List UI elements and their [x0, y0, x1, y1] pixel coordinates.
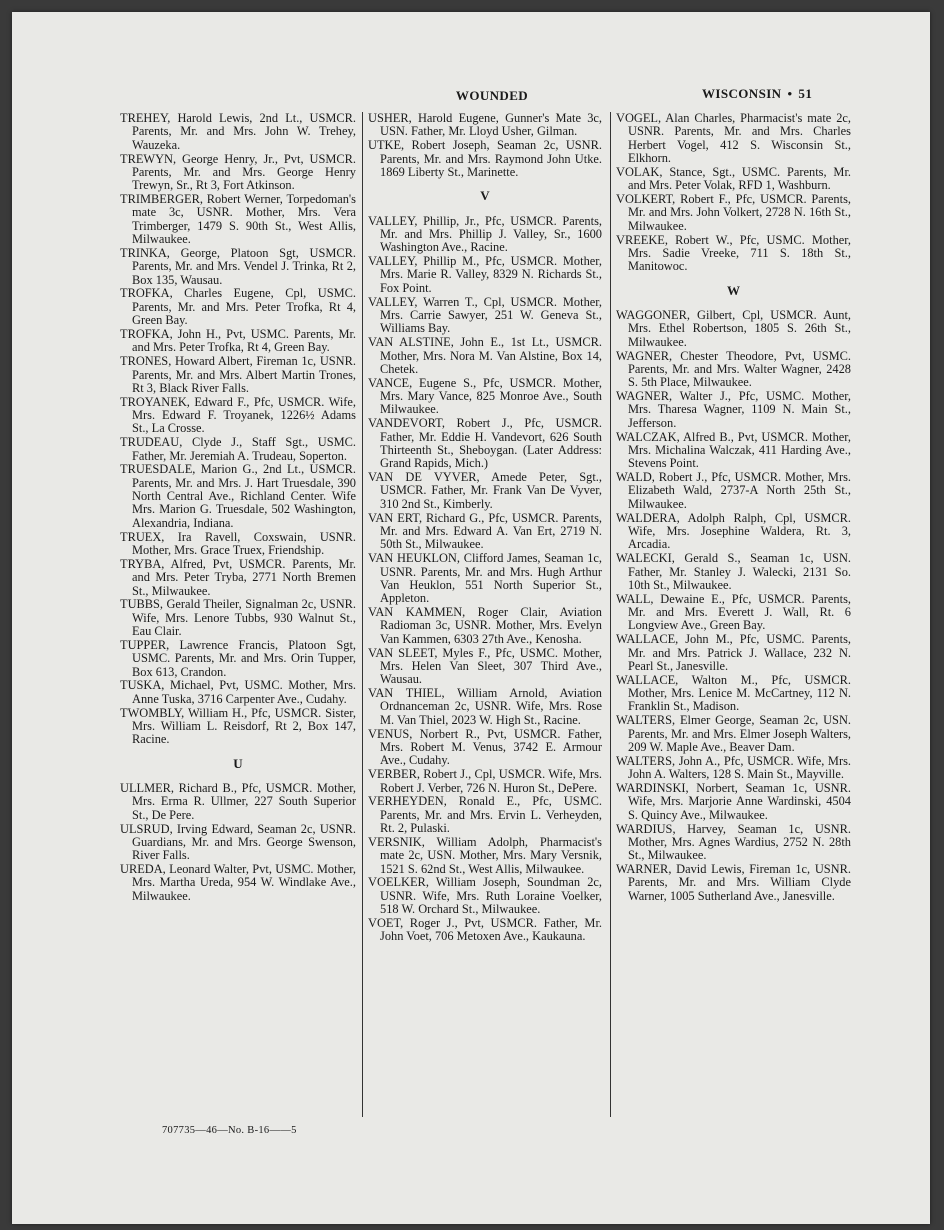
casualty-entry: TRUDEAU, Clyde J., Staff Sgt., USMC. Father, Mr. Jeremiah A. Trudeau, Soperton. [120, 435, 356, 463]
casualty-entry: WAGNER, Chester Theodore, Pvt, USMC. Parents, Mr. and Mrs. Walter Wagner, 2428 S. 5th Place, Milwaukee. [616, 348, 851, 390]
header-separator: • [787, 86, 793, 101]
casualty-entry: VAN DE VYVER, Amede Peter, Sgt., USMCR. Father, Mr. Frank Van De Vyver, 310 2nd St., Kimberly. [368, 470, 602, 511]
casualty-entry: WARDIUS, Harvey, Seaman 1c, USNR. Mother, Mrs. Agnes Wardius, 2752 N. 28th St., Milwaukee. [616, 821, 851, 863]
casualty-entry: WAGNER, Walter J., Pfc, USMC. Mother, Mrs. Tharesa Wagner, 1109 N. Main St., Jefferson. [616, 389, 851, 430]
casualty-entry: WALECKI, Gerald S., Seaman 1c, USN. Father, Mr. Stanley J. Walecki, 2131 So. 10th St., Milwaukee. [616, 551, 851, 592]
casualty-entry: TRIMBERGER, Robert Werner, Torpedoman's mate 3c, USNR. Mother, Mrs. Vera Trimberger, 1479 S. 90th St., West Allis, Milwaukee. [120, 192, 356, 247]
casualty-entry: VALLEY, Phillip M., Pfc, USMCR. Mother, Mrs. Marie R. Valley, 8329 N. Richards St., Fox Point. [368, 254, 602, 295]
casualty-entry: VAN KAMMEN, Roger Clair, Aviation Radioman 3c, USNR. Mother, Mrs. Evelyn Van Kammen, 6303 27th Ave., Kenosha. [368, 605, 602, 646]
casualty-entry: TRYBA, Alfred, Pvt, USMCR. Parents, Mr. and Mrs. Peter Tryba, 2771 North Bremen St., Milwaukee. [120, 556, 356, 598]
casualty-entry: VAN THIEL, William Arnold, Aviation Ordnanceman 2c, USNR. Wife, Mrs. Rose M. Van Thiel, 2023 W. High St., Racine. [368, 686, 602, 727]
casualty-entry: TREHEY, Harold Lewis, 2nd Lt., USMCR. Parents, Mr. and Mrs. John W. Trehey, Wauzeka. [120, 111, 356, 152]
casualty-entry: WARDINSKI, Norbert, Seaman 1c, USNR. Wife, Mrs. Marjorie Anne Wardinski, 4504 S. Quincy Ave., Milwaukee. [616, 781, 851, 822]
casualty-entry: ULSRUD, Irving Edward, Seaman 2c, USNR. Guardians, Mr. and Mrs. George Swenson, River Falls. [120, 821, 356, 863]
section-letter-heading: W [727, 282, 740, 298]
casualty-entry: TRUEX, Ira Ravell, Coxswain, USNR. Mother, Mrs. Grace Truex, Friendship. [120, 529, 356, 557]
casualty-entry: VERHEYDEN, Ronald E., Pfc, USMC. Parents, Mr. and Mrs. Ervin L. Verheyden, Rt. 2, Pulaski. [368, 794, 602, 836]
casualty-entry: VOELKER, William Joseph, Soundman 2c, USNR. Wife, Mrs. Ruth Loraine Voelker, 518 W. Orchard St., Milwaukee. [368, 875, 602, 917]
casualty-entry: VALLEY, Phillip, Jr., Pfc, USMCR. Parents, Mr. and Mrs. Phillip J. Valley, Sr., 1600 Washington Ave., Racine. [368, 213, 602, 255]
page-header-title: WOUNDED [455, 88, 529, 103]
casualty-entry: WALTERS, Elmer George, Seaman 2c, USN. Parents, Mr. and Mrs. Elmer Joseph Walters, 209 W. Maple Ave., Beaver Dam. [616, 713, 851, 754]
casualty-entry: TWOMBLY, William H., Pfc, USMCR. Sister, Mrs. William L. Reisdorf, Rt 2, Box 147, Racine. [120, 705, 356, 747]
casualty-entry: TROYANEK, Edward F., Pfc, USMCR. Wife, Mrs. Edward F. Troyanek, 1226½ Adams St., La Crosse. [120, 394, 356, 436]
casualty-entry: WALTERS, John A., Pfc, USMCR. Wife, Mrs. John A. Walters, 128 S. Main St., Mayville. [616, 753, 851, 782]
casualty-entry: TUSKA, Michael, Pvt, USMC. Mother, Mrs. Anne Tuska, 3716 Carpenter Ave., Cudahy. [120, 678, 356, 706]
casualty-entry: VOET, Roger J., Pvt, USMCR. Father, Mr. John Voet, 706 Metoxen Ave., Kaukauna. [368, 915, 602, 944]
column-divider [362, 112, 363, 1117]
casualty-entry: TRINKA, George, Platoon Sgt, USMCR. Parents, Mr. and Mrs. Vendel J. Trinka, Rt 2, Box 135, Wausau. [120, 245, 356, 287]
casualty-entry: VREEKE, Robert W., Pfc, USMC. Mother, Mrs. Sadie Vreeke, 711 S. 18th St., Manitowoc. [616, 232, 851, 274]
casualty-entry: TRONES, Howard Albert, Fireman 1c, USNR. Parents, Mr. and Mrs. Albert Martin Trones, Rt 3, Black River Falls. [120, 354, 356, 395]
casualty-entry: TROFKA, John H., Pvt, USMC. Parents, Mr. and Mrs. Peter Trofka, Rt 4, Green Bay. [120, 327, 356, 355]
document-page [12, 12, 930, 1224]
page-header-right [702, 86, 862, 102]
casualty-entry: TUPPER, Lawrence Francis, Platoon Sgt, USMC. Parents, Mr. and Mrs. Orin Tupper, Box 613, Crandon. [120, 637, 356, 679]
casualty-entry: VAN SLEET, Myles F., Pfc, USMC. Mother, Mrs. Helen Van Sleet, 307 Third Ave., Wausau. [368, 645, 602, 687]
header-state: WISCONSIN [702, 86, 782, 101]
column-3 [616, 112, 851, 904]
column-1 [120, 112, 356, 904]
casualty-entry: WALD, Robert J., Pfc, USMCR. Mother, Mrs. Elizabeth Wald, 2737-A North 25th St., Milwaukee. [616, 470, 851, 511]
casualty-entry: TREWYN, George Henry, Jr., Pvt, USMCR. Parents, Mr. and Mrs. George Henry Trewyn, Sr., Rt 3, Fort Atkinson. [120, 151, 356, 193]
casualty-entry: VAN HEUKLON, Clifford James, Seaman 1c, USNR. Parents, Mr. and Mrs. Hugh Arthur Van Heuklon, 551 North Superior St., Appleton. [368, 551, 602, 606]
print-code-footer: 707735—46—No. B-16——5 [162, 1125, 297, 1136]
casualty-entry: ULLMER, Richard B., Pfc, USMCR. Mother, Mrs. Erma R. Ullmer, 227 South Superior St., De Pere. [120, 781, 356, 822]
casualty-entry: TRUESDALE, Marion G., 2nd Lt., USMCR. Parents, Mr. and Mrs. J. Hart Truesdale, 390 North Central Ave., Richland Center. Wife Mrs. Marion G. Truesdale, 502 Washington, Alexandria, Indiana. [120, 462, 356, 530]
casualty-entry: VANCE, Eugene S., Pfc, USMCR. Mother, Mrs. Mary Vance, 825 Monroe Ave., South Milwaukee. [368, 375, 602, 417]
casualty-entry: VERBER, Robert J., Cpl, USMCR. Wife, Mrs. Robert J. Verber, 726 N. Huron St., DePere. [368, 767, 602, 795]
casualty-entry: VAN ERT, Richard G., Pfc, USMCR. Parents, Mr. and Mrs. Edward A. Van Ert, 2719 N. 50th St., Milwaukee. [368, 510, 602, 552]
casualty-entry: UREDA, Leonard Walter, Pvt, USMC. Mother, Mrs. Martha Ureda, 954 W. Windlake Ave., Milwaukee. [120, 862, 356, 903]
casualty-entry: TUBBS, Gerald Theiler, Signalman 2c, USNR. Wife, Mrs. Lenore Tubbs, 930 Walnut St., Eau Clair. [120, 597, 356, 639]
casualty-entry: WALL, Dewaine E., Pfc, USMCR. Parents, Mr. and Mrs. Everett J. Wall, Rt. 6 Longview Ave., Green Bay. [616, 591, 851, 633]
casualty-entry: VALLEY, Warren T., Cpl, USMCR. Mother, Mrs. Carrie Sawyer, 251 W. Geneva St., Williams Bay. [368, 294, 602, 336]
page-number: 51 [798, 86, 813, 101]
section-letter-heading: U [233, 755, 243, 771]
casualty-entry: WARNER, David Lewis, Fireman 1c, USNR. Parents, Mr. and Mrs. William Clyde Warner, 1005 Sutherland Ave., Janesville. [616, 862, 851, 903]
casualty-entry: WALLACE, Walton M., Pfc, USMCR. Mother, Mrs. Lenice M. McCartney, 112 N. Franklin St., Madison. [616, 672, 851, 714]
casualty-entry: VOGEL, Alan Charles, Pharmacist's mate 2c, USNR. Parents, Mr. and Mrs. Charles Herbert Vogel, 412 S. Wisconsin St., Elkhorn. [616, 111, 851, 166]
casualty-entry: VENUS, Norbert R., Pvt, USMCR. Father, Mrs. Robert M. Venus, 3742 E. Armour Ave., Cudahy. [368, 726, 602, 768]
casualty-entry: TROFKA, Charles Eugene, Cpl, USMC. Parents, Mr. and Mrs. Peter Trofka, Rt 4, Green Bay. [120, 286, 356, 328]
casualty-entry: USHER, Harold Eugene, Gunner's Mate 3c, USN. Father, Mr. Lloyd Usher, Gilman. [368, 111, 602, 139]
column-divider [610, 112, 611, 1117]
casualty-entry: VAN ALSTINE, John E., 1st Lt., USMCR. Mother, Mrs. Nora M. Van Alstine, Box 14, Chetek. [368, 335, 602, 376]
casualty-entry: VERSNIK, William Adolph, Pharmacist's mate 2c, USN. Mother, Mrs. Mary Versnik, 1521 S. 62nd St., West Allis, Milwaukee. [368, 834, 602, 876]
casualty-entry: WAGGONER, Gilbert, Cpl, USMCR. Aunt, Mrs. Ethel Robertson, 1805 S. 26th St., Milwaukee. [616, 307, 851, 349]
casualty-entry: WALLACE, John M., Pfc, USMC. Parents, Mr. and Mrs. Patrick J. Wallace, 232 N. Pearl St., Janesville. [616, 632, 851, 673]
column-2 [368, 112, 602, 944]
casualty-entry: WALDERA, Adolph Ralph, Cpl, USMCR. Wife, Mrs. Josephine Waldera, Rt. 3, Arcadia. [616, 510, 851, 552]
casualty-entry: VOLKERT, Robert F., Pfc, USMCR. Parents, Mr. and Mrs. John Volkert, 2728 N. 16th St., Milwaukee. [616, 192, 851, 233]
section-letter-heading: V [480, 188, 490, 204]
casualty-entry: WALCZAK, Alfred B., Pvt, USMCR. Mother, Mrs. Michalina Walczak, 411 Harding Ave., Stevens Point. [616, 429, 851, 471]
casualty-entry: VANDEVORT, Robert J., Pfc, USMCR. Father, Mr. Eddie H. Vandevort, 626 South Thirteenth St., Sheboygan. (Later Address: Grand Rapids, Mich.) [368, 416, 602, 471]
casualty-entry: VOLAK, Stance, Sgt., USMC. Parents, Mr. and Mrs. Peter Volak, RFD 1, Washburn. [616, 164, 851, 193]
casualty-entry: UTKE, Robert Joseph, Seaman 2c, USNR. Parents, Mr. and Mrs. Raymond John Utke. 1869 Liberty St., Marinette. [368, 138, 602, 179]
